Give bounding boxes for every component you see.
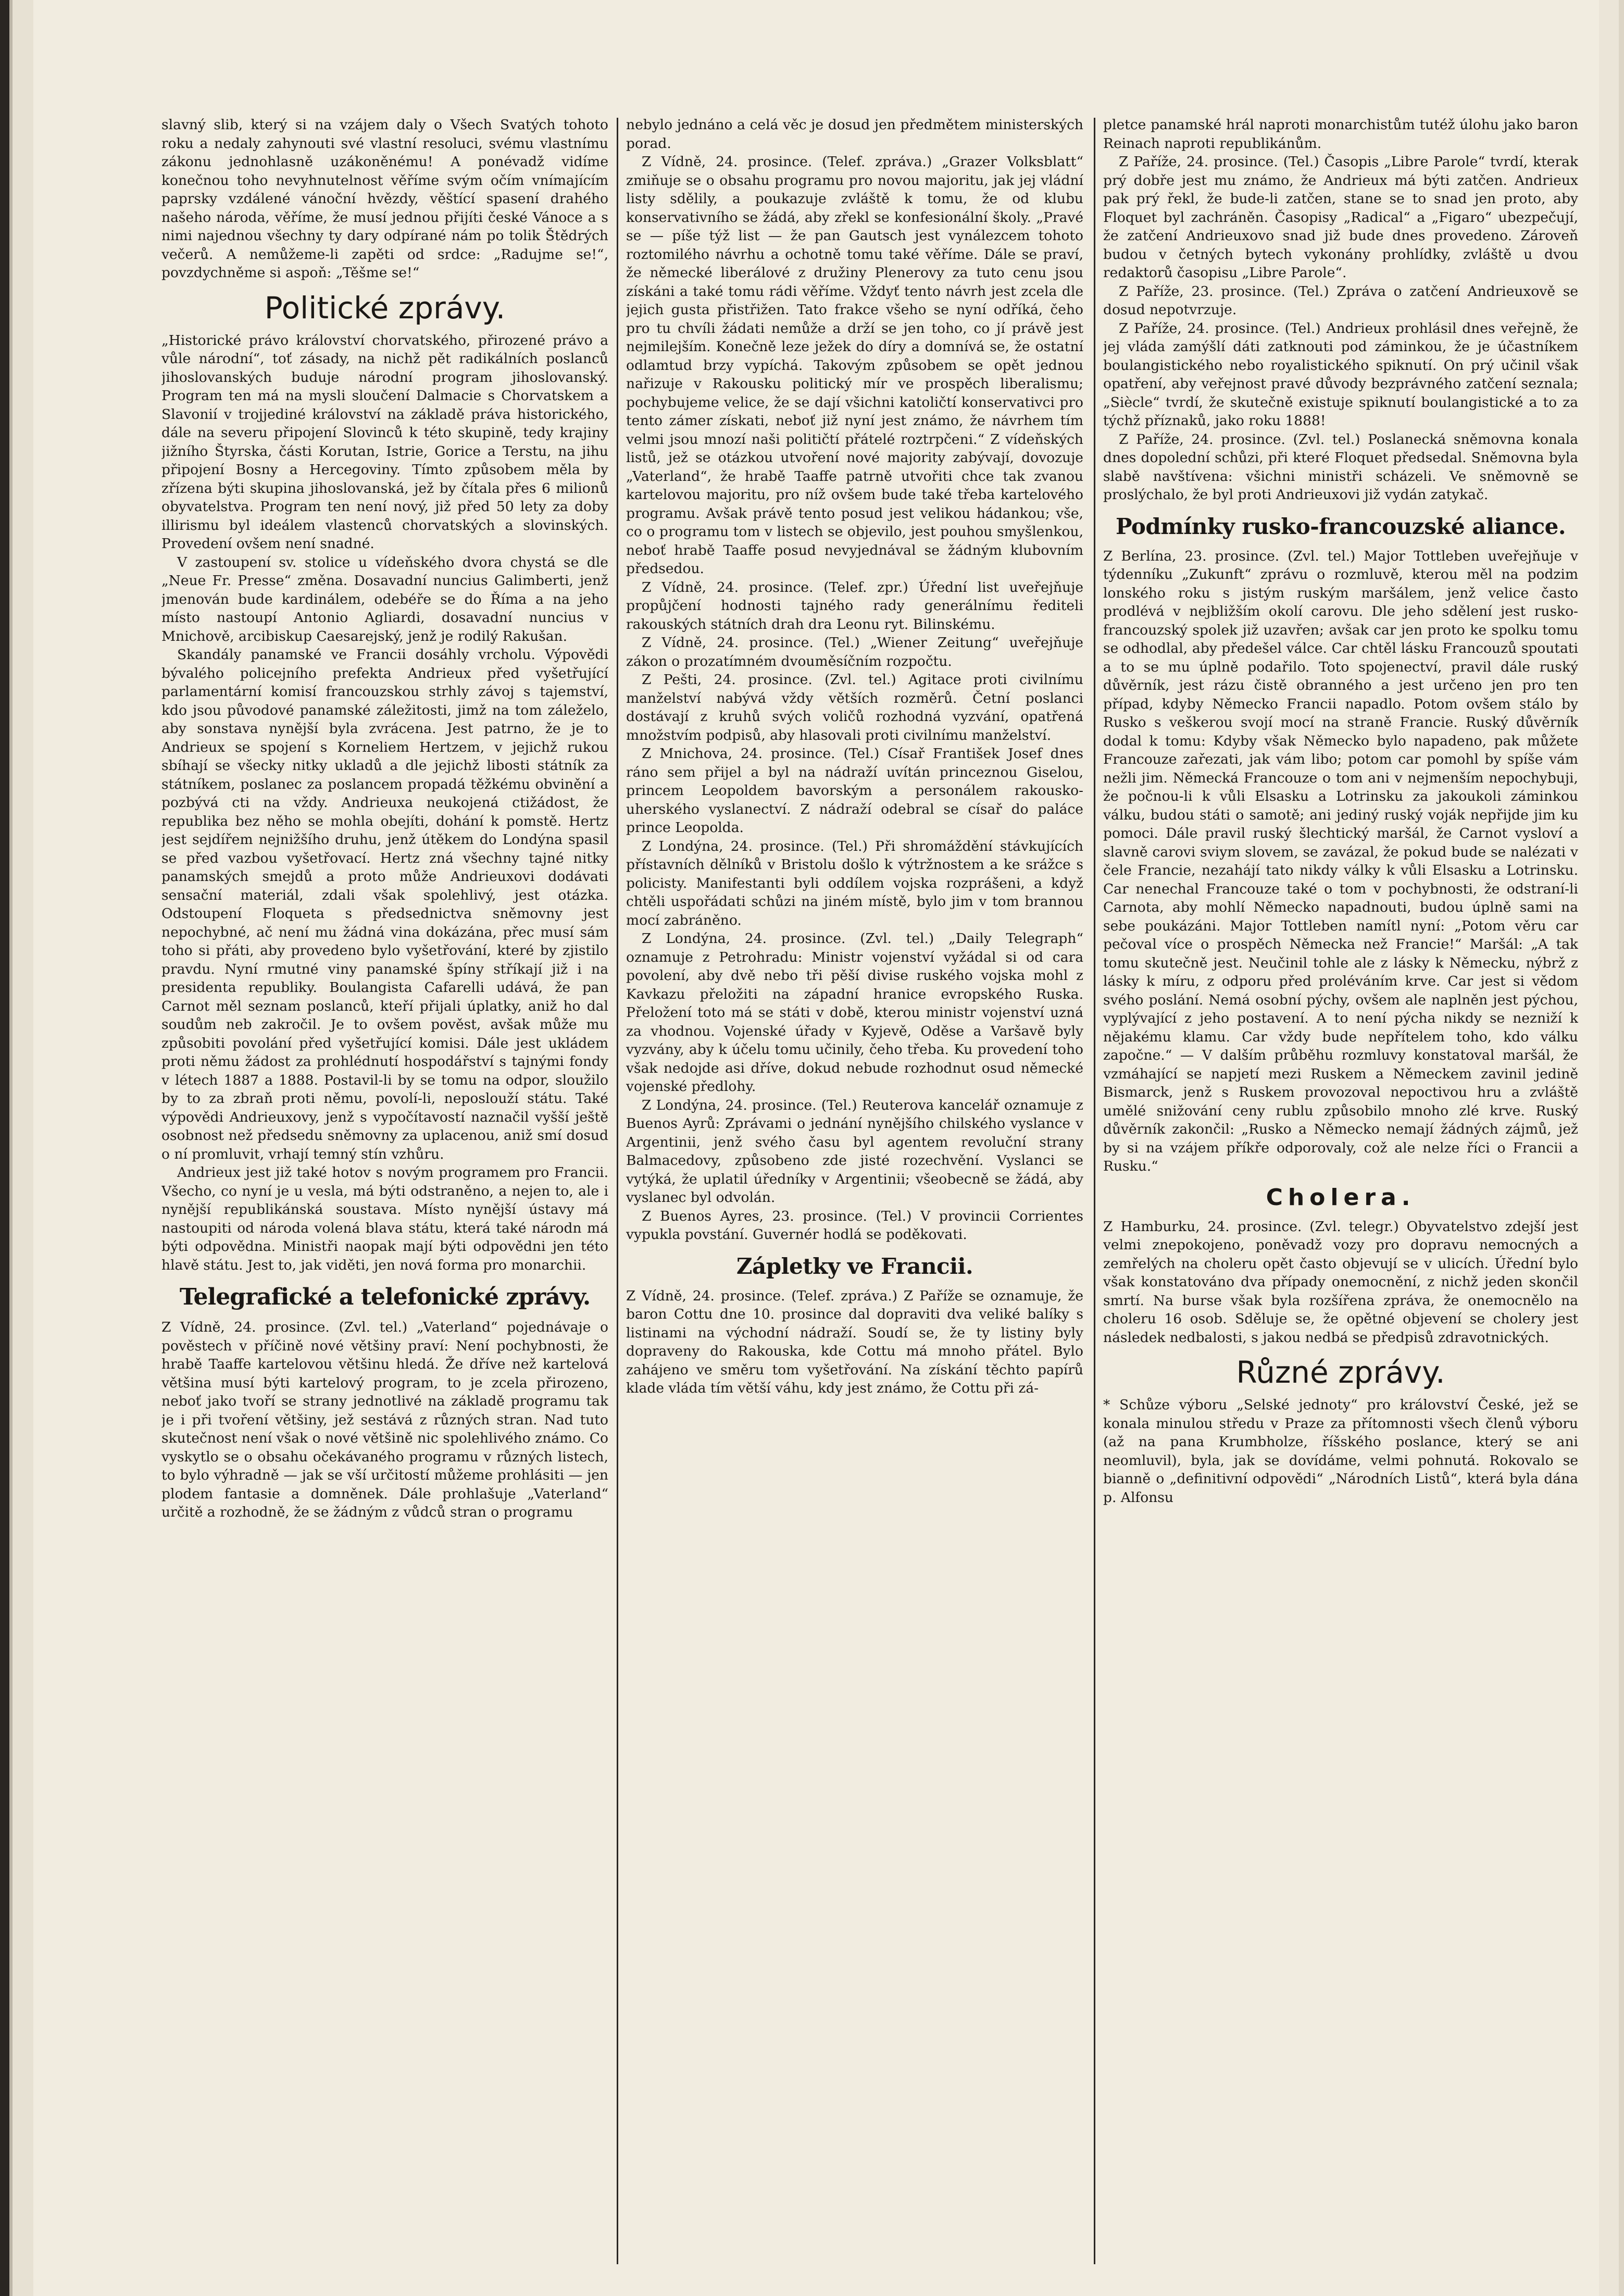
article-paragraph: V zastoupení sv. stolice u vídeňského dvora chystá se dle „Neue Fr. Presse“ změna. Dosavadní nuncius Galimberti, jenž jmenován bude kardinálem, odebéře se do Říma a na jeho místo nastoupí Antonio Agliardi, dosavadní nuncius v Mnichově, arcibiskup Caesarejský, jenž je rodilý Rakušan.: [161, 554, 608, 644]
section-heading-alliance: Podmínky rusko-francouzské aliance.: [1115, 513, 1566, 539]
article-paragraph: Z Pešti, 24. prosince. (Zvl. tel.) Agitace proti civilnímu manželství nabývá vždy větších rozměrů. Četní poslanci dostávají z kruhů svých voličů rozhodná vyzvání, opatřená množstvím podpisů, aby hlasovali proti civilnímu manželství.: [626, 672, 1083, 743]
intro-paragraph: slavný slib, který si na vzájem daly o Všech Svatých tohoto roku a nedaly zahynouti své vlastní resoluci, svému vlastnímu zákonu jednohlasně uzákoněnému! A ponévadž vidíme konečnou toho nevyhnutelnost věříme svým očím vnímajícím paprsky vzdálené vánoční hvězdy, věštící spasení drahého našeho národa, věříme, že musí jednou přijíti české Vánoce a s nimi najednou všechny ty dary odpírané nám po tolik Štědrých večerů. A nemůžeme-li zapěti od srdce: „Radujme se!“, povzdychněme si aspoň: „Těšme se!“: [161, 117, 608, 281]
article-paragraph: nebylo jednáno a celá věc je dosud jen předmětem ministerských porad.: [626, 117, 1083, 152]
column-3: [1103, 116, 1578, 2267]
article-paragraph: Z Buenos Ayres, 23. prosince. (Tel.) V provincii Corrientes vypukla povstání. Guvernér hodlá se poděkovati.: [626, 1208, 1083, 1243]
article-paragraph: Z Paříže, 24. prosince. (Zvl. tel.) Poslanecká sněmovna konala dnes dopolední schůzi, při které Floquet předsedal. Sněmovna byla slabě navštívena: všichni ministři scházeli. Ve sněmovně se proslýchalo, že byl proti Andrieuxovi již vydán zatykač.: [1103, 431, 1578, 503]
scan-edge-left: [0, 0, 33, 2296]
article-paragraph: „Historické právo království chorvatského, přirozené právo a vůle národní“, toť zásady, na nichž pět radikálních poslanců jihoslovanských buduje národní program jihoslovanský. Program ten má na mysli sloučení Dalmacie s Chorvatskem a Slavonií v trojjediné království na základě práva historického, dále na severu připojení Slovinců k této skupině, tedy krajiny jižního Štyrska, části Korutan, Istrie, Gorice a Terstu, na jihu připojení Bosny a Hercegoviny. Tímto způsobem měla by zřízena býti skupina jihoslovanská, jež by čítala přes 6 milionů obyvatelstva. Program ten není nový, již před 50 lety za doby illirismu byl ideálem vlastenců chorvatských a slovinských. Provedení ovšem není snadné.: [161, 332, 608, 552]
article-paragraph: Z Paříže, 24. prosince. (Tel.) Časopis „Libre Parole“ tvrdí, kterak prý dobře jest mu známo, že Andrieux má býti zatčen. Andrieux pak prý řekl, že bude-li zatčen, stane se to snad jen proto, aby Floquet byl zachráněn. Časopisy „Radical“ a „Figaro“ ubezpečují, že zatčení Andrieuxovo snad již bude dnes provedeno. Zároveň budou v četných bytech vykonány prohlídky, zvláště u dvou redaktorů časopisu „Libre Parole“.: [1103, 154, 1578, 281]
article-paragraph: Z Vídně, 24. prosince. (Tel.) „Wiener Zeitung“ uveřejňuje zákon o prozatímném dvouměsíčním rozpočtu.: [626, 635, 1083, 669]
article-paragraph: Z Londýna, 24. prosince. (Tel.) Při shromáždění stávkujících přístavních dělníků v Bristolu došlo k výtržnostem a ke srážce s policisty. Manifestanti byli oddílem vojska rozprášeni, a když chtěli uspořádati schůzi na jiném místě, bylo jim v tom brannou mocí zabráněno.: [626, 838, 1083, 928]
newspaper-page: [161, 116, 1578, 2273]
article-paragraph: Z Berlína, 23. prosince. (Zvl. tel.) Major Tottleben uveřejňuje v týdenníku „Zukunft“ zprávu o rozmluvě, kterou měl na podzim lonského roku s jistým ruským maršálem, jenž velice často prodlévá v nejbližším okolí carovu. Dle jeho sdělení jest rusko-francouzský spolek již uzavřen; avšak car jen proto ke spolku tomu se odhodlal, aby předešel válce. Car chtěl lásku Francouzů spoutati a to se mu úplně podařilo. Toto spojenectví, pravil dále ruský důvěrník, jest rázu čistě obranného a jest určeno jen pro ten případ, kdyby Německo Francii napadlo. Potom ovšem stálo by Rusko s veškerou svojí mocí na straně Francie. Ruský důvěrník dodal k tomu: Kdyby však Německo bylo napadeno, pak můžete Francouze zařezati, jak vám libo; potom car pomohl by spíše vám nežli jim. Německá Francouze o tom ani v nejmenším nepochybuji, že počnou-li k vůli Elsasku a Lotrinsku za jakoukoli záminkou válku, budou státi o samotě; ani jediný ruský voják nepřijde jim ku pomoci. Dále pravil ruský šlechtický maršál, že Carnot vysloví a slavně carovi sviym slovem, se zavázal, že pokud bude se nalézati v čele Francie, nezahájí tato nikdy války k vůli Elsasku a Lotrinsku. Car nenechal Francouze také o tom v pochybnosti, že odstraní-li Carnota, aby mohlí Německo napadnouti, budou úplně sami na sebe poukázáni. Major Tottleben namítl nyní: „Potom věru car pečoval více o prospěch Německa než Francie!“ Maršál: „A tak tomu skutečně jest. Neučinil tohle ale z lásky k Německu, nýbrž z lásky k míru, z odporu před proléváním krve. Car jest si vědom svého poslání. Nemá osobní pýchy, ovšem ale naplněn jest pýchou, vyplývající z jeho postavení. A to není pýcha nikdy se nezniží k nějakému klamu. Car vždy bude nepřítelem toho, kdo válku započne.“ — V dalším průběhu rozmluvy konstatoval maršál, že vzmáhající se napjetí mezi Ruskem a Německem zavinil jedině Bismarck, jenž s Ruskem provozoval nepoctivou hru a zvláště umělé snižování ceny rublu způsobilo mnoho zlé krve. Ruský důvěrník zakončil: „Rusko a Německo nemají žádných zájmů, jež by si na vzájem příkře odporovaly, což ale nelze říci o Francii a Rusku.“: [1103, 548, 1578, 1174]
telegraph-paragraph: Z Vídně, 24. prosince. (Zvl. tel.) „Vaterland“ pojednávaje o pověstech v příčině nové většiny praví: Není pochybnosti, že hrabě Taaffe kartelovou většinu hledá. Že dříve než kartelová většina musí býti kartelový program, to je zcela přirozeno, neboť jako tvoří se strany jednotlivé na základě programu tak je i při tvoření většiny, jež sestává z různých stran. Nad tuto skutečnost není však o nové většině nic spolehlivého známo. Co vyskytlo se o obsahu očekávaného programu v různých listech, to bylo výhradně — jak se vší určitostí můžeme prohlásiti — jen plodem fantasie a domněnek. Dále prohlašuje „Vaterland“ určitě a rozhodně, že se žádným z vůdců stran o programu: [161, 1319, 608, 1520]
article-paragraph: Z Mnichova, 24. prosince. (Tel.) Císař František Josef dnes ráno sem přijel a byl na nádraží uvítán princeznou Giselou, princem Leopoldem bavorským a personálem rakousko-uherského vyslanectví. Z nádraží odebral se císař do paláce prince Leopolda.: [626, 746, 1083, 836]
column-2: [626, 116, 1083, 2267]
article-paragraph: Z Londýna, 24. prosince. (Tel.) Reuterova kancelář oznamuje z Buenos Ayrů: Zprávami o jednání nynějšího chilského vyslance v Argentinii, jenž svého času byl agentem revoluční strany Balmacedovy, způsobeno zde jisté rozechvění. Vyslanci se vytýká, že uplatil úředníky v Argentinii; všeobecně se žádá, aby vyslanec byl odvolán.: [626, 1097, 1083, 1206]
article-paragraph: Z Londýna, 24. prosince. (Zvl. tel.) „Daily Telegraph“ oznamuje z Petrohradu: Ministr vojenství vyžádal si od cara povolení, aby dvě nebo tři pěší divise ruského vojska mohl z Kavkazu přeložiti na západní hranice evropského Ruska. Přeložení toto má se státi v době, kterou ministr vojenství uzná za vhodnou. Vojenské úřady v Kyjevě, Oděse a Varšavě byly vyzvány, aby k účelu tomu učinily, čeho třeba. Ku provedení toho však nedojde asi dříve, dokud nebude rozhodnut osud německé vojenské předlohy.: [626, 930, 1083, 1095]
article-paragraph: Andrieux jest již také hotov s novým programem pro Francii. Všecho, co nyní je u vesla, má býti odstraněno, a nejen to, ale i nynější republikánská soustava. Místo nynější ústavy má nastoupiti od národa volená blava státu, která také národn má býti odpovědna. Ministři naopak mají býti odpovědni jen této hlavě státu. Jest to, jak viděti, jen nová forma pro monarchii.: [161, 1164, 608, 1273]
article-paragraph: Z Paříže, 23. prosince. (Tel.) Zpráva o zatčení Andrieuxově se dosud nepotvrzuje.: [1103, 283, 1578, 318]
article-paragraph: Z Vídně, 24. prosince. (Telef. zpráva.) „Grazer Volksblatt“ zmiňuje se o obsahu programu pro novou majoritu, jak jej vládní listy sdělily, a poukazuje zvláště k tomu, že od klubu konservativního se žádá, aby zřekl se konfesionální školy. „Pravé se — píše týž list — že pan Gautsch jest vynálezcem tohoto roztomilého návrhu a ochotně tomu také věříme. Dále se praví, že německé liberálové z družiny Plenerovy za tuto cenu jsou získáni a také tomu rádi věříme. Vždyť tento návrh jest zcela dle jejich gusta přistřižen. Tato frakce všeho se nyní odříká, čeho pro tu chvíli žádati nemůže a drží se jen toho, co jí právě jest nejmilejším. Konečně leze ježek do díry a domnívá se, že ostatní odlamtud brzy vypíchá. Takovým způsobem se opět jednou nařizuje v Rakousku politický mír ve prospěch liberalismu; pochybujeme velice, že se dají všichni katoličtí konservativci pro tento zámer získati, neboť již nyní jest známo, že návrhem tím velmi jsou mnozí naši političtí přátelé roztrpčeni.“ Z vídeňských listů, jež se otázkou utvoření nové majority zabývají, dovozuje „Vaterland“, že hrabě Taaffe patrně utvořiti chce tak zvanou kartelovou majoritu, pro níž ovšem bude také třeba kartelového programu. Avšak právě tento posud jest velikou hádankou; vše, co o programu tom v listech se objevilo, jest pouhou smyšlenkou, neboť hrabě Taaffe posud nevyjednával se žádným klubovním předsedou.: [626, 154, 1083, 577]
column-rule-1: [617, 118, 618, 2264]
section-heading-cholera: Cholera.: [1266, 1184, 1416, 1211]
article-paragraph: Z Vídně, 24. prosince. (Telef. zpráva.) Z Paříže se oznamuje, že baron Cottu dne 10. prosince dal dopraviti dva veliké balíky s listinami na východní nádraží. Soudí se, že ty listiny byly dopraveny do Rakouska, kde Cottu má mnoho přátel. Bylo zahájeno ve směru tom vyšetřování. Na získání těchto papírů klade vláda tím větší váhu, kdy jest známo, že Cottu při zá-: [626, 1287, 1083, 1396]
section-heading-telegraph-news: Telegrafické a telefonické zprávy.: [179, 1284, 591, 1310]
article-paragraph: pletce panamské hrál naproti monarchistům tutéž úlohu jako baron Reinach naproti republikánům.: [1103, 117, 1578, 152]
column-1: [161, 116, 608, 2267]
article-paragraph: Z Paříže, 24. prosince. (Tel.) Andrieux prohlásil dnes veřejně, že jej vláda zamýšlí dáti zatknouti pod záminkou, že je účastníkem boulangistického nebo royalistického spiknutí. On prý učinil však opatření, aby veřejnost pravé důvody bezprávného zatčení seznala; „Siècle“ tvrdí, že skutečně existuje spiknutí boulangistické a to za týchž příznaků, jako roku 1888!: [1103, 320, 1578, 429]
scan-edge-right: [1599, 0, 1624, 2296]
column-rule-2: [1094, 118, 1095, 2264]
article-paragraph: Z Vídně, 24. prosince. (Telef. zpr.) Úřední list uveřejňuje propůjčení hodnosti tajného rady generálnímu řediteli rakouských státních drah dra Leonu ryt. Bilinskému.: [626, 579, 1083, 632]
article-paragraph: Z Hamburku, 24. prosince. (Zvl. telegr.) Obyvatelstvo zdejší jest velmi znepokojeno, poněvadž vozy pro dopravu nemocných a zemřelých na choleru opět často objevují se v ulicích. Úřední bylo však konstatováno dva případy onemocnění, z nichž jeden skončil smrtí. Na burse však byla rozšířena zpráva, že onemocnělo na choleru 16 osob. Sděluje se, že opětné objevení se cholery jest následek nedbalosti, s jakou nedbá se předpisů zdravotnických.: [1103, 1218, 1578, 1346]
section-heading-various-news: Různé zprávy.: [1236, 1355, 1445, 1390]
article-paragraph: Skandály panamské ve Francii dosáhly vrcholu. Výpovědi bývalého policejního prefekta Andrieux před vyšetřující parlamentární komisí francouzskou strhly závoj s tajemství, kdo jsou původové panamské záležitosti, jimž na tom záleželo, aby sonstava nynější byla zvrácena. Jest patrno, že je to Andrieux se spojení s Korneliem Hertzem, v jejichž rukou sbíhají se všecky nitky ukladů a dle jejichž libosti státník za státníkem, poslanec za poslancem propadá těžkému obvinění a pozbývá cti na vždy. Andrieuxa neukojená ctižádost, že republika bez něho se mohla obejíti, dohání k pomstě. Hertz jest sejdířem nejnižšího druhu, jenž útěkem do Londýna spasil se před vazbou vyšetřovací. Hertz zná všechny tajné nitky panamských smejdů a proto může Andrieuxovi dodávati sensační materiál, zdali však spolehlivý, jest otázka. Odstoupení Floqueta s předsednictva sněmovny jest nepochybné, ač není mu žádná vina dokázána, přec musí sám toho si přáti, aby provedeno bylo vyšetřování, které by zjistilo pravdu. Nyní rmutné viny panamské špíny stříkají již i na presidenta republiky. Boulangista Cafarelli udává, že pan Carnot měl seznam poslanců, kteří přijali úplatky, aniž ho dal soudům neb zakročil. Je to ovšem pověst, avšak může mu způsobiti povolání před vyšetřující komisi. Dále jest ukládem proti němu žádost za prohlédnutí hospodářství s tajnými fondy v létech 1887 a 1888. Postavil-li by se tomu na odpor, sloužilo by to za zbraň proti němu, povolí-li, neposlouží státu. Také výpovědi Andrieuxovy, jenž s vypočítavostí naznačil vyšší ještě osobnost než předsedu sněmovny za uplacenou, aniž smí dosud o ní promluvit, vrhají temný stín vzhůru.: [161, 647, 608, 1162]
section-heading-political-news: Politické zprávy.: [264, 290, 506, 326]
section-heading-france-affairs: Zápletky ve Francii.: [736, 1253, 973, 1279]
article-paragraph: * Schůze výboru „Selské jednoty“ pro království České, jež se konala minulou středu v Praze za přítomnosti všech členů výboru (až na pana Krumbholze, říšského poslance, který se ani neomluvil), byla, jak se dovídáme, velmi pohnutá. Rokovalo se bianně o „definitivní odpovědi“ „Národních Listů“, která byla dána p. Alfonsu: [1103, 1397, 1578, 1506]
